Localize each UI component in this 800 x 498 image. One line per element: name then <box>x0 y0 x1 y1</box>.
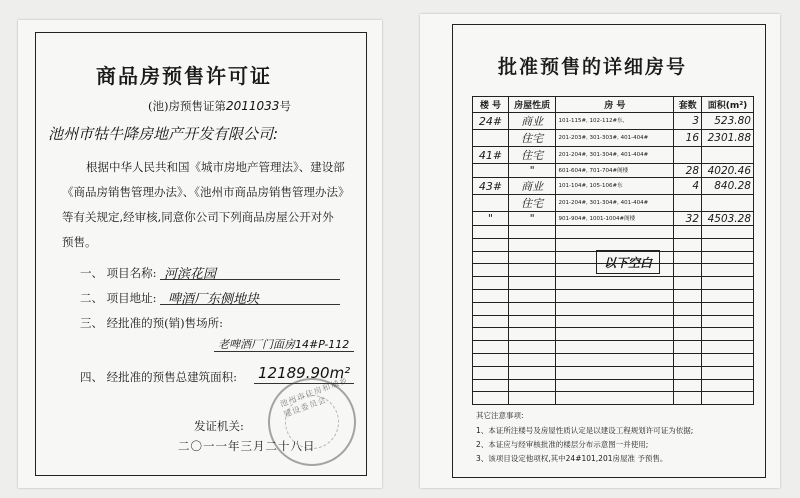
empty-cell <box>473 328 509 341</box>
issuer-label: 发证机关: <box>194 419 244 433</box>
rooms-cell: 901-904#, 1001-1004#阁楼 <box>556 212 674 226</box>
rooms-cell: 101-104#, 105-106#东 <box>556 178 674 195</box>
empty-cell <box>702 392 754 405</box>
empty-cell <box>508 341 556 354</box>
empty-cell <box>674 238 702 251</box>
empty-cell <box>508 238 556 251</box>
area-cell <box>702 195 754 212</box>
permit-number-line <box>148 98 291 114</box>
rooms-cell: 601-604#, 701-704#阁楼 <box>556 164 674 178</box>
permit-number: 2011033 <box>225 99 280 113</box>
count-cell: 28 <box>674 164 702 178</box>
table-row <box>473 164 754 178</box>
empty-table-row <box>473 392 754 405</box>
empty-cell <box>674 366 702 379</box>
empty-cell <box>674 315 702 328</box>
nature-cell: 住宅 <box>508 130 556 147</box>
permit-number-suffix: 号 <box>279 99 291 113</box>
empty-cell <box>674 302 702 315</box>
item-3-value: 老啤酒厂门面房14#P-112 <box>218 338 350 351</box>
empty-cell <box>508 392 556 405</box>
item-2-label: 二、 项目地址: <box>80 291 157 305</box>
empty-cell <box>702 315 754 328</box>
empty-cell <box>508 366 556 379</box>
empty-cell <box>508 302 556 315</box>
empty-cell <box>702 251 754 264</box>
rooms-cell: 101-115#, 102-112#东, <box>556 113 674 130</box>
empty-cell <box>473 341 509 354</box>
empty-cell <box>702 289 754 302</box>
empty-cell <box>556 328 674 341</box>
empty-table-row <box>473 277 754 290</box>
empty-cell <box>674 277 702 290</box>
count-cell <box>674 195 702 212</box>
empty-cell <box>674 353 702 366</box>
presale-permit-page <box>18 20 382 488</box>
empty-cell <box>508 251 556 264</box>
empty-cell <box>508 353 556 366</box>
empty-cell <box>508 277 556 290</box>
empty-cell <box>473 366 509 379</box>
empty-cell <box>473 277 509 290</box>
empty-cell <box>508 226 556 239</box>
header-area: 面积(m²) <box>702 97 754 113</box>
empty-table-row <box>473 341 754 354</box>
empty-cell <box>556 392 674 405</box>
empty-cell <box>473 379 509 392</box>
empty-cell <box>702 353 754 366</box>
detail-room-page <box>420 14 780 488</box>
empty-cell <box>674 264 702 277</box>
building-cell <box>473 195 509 212</box>
empty-cell <box>674 379 702 392</box>
empty-table-row <box>473 353 754 366</box>
empty-cell <box>556 226 674 239</box>
header-nature: 房屋性质 <box>508 97 556 113</box>
empty-cell <box>702 226 754 239</box>
table-header-row <box>473 97 754 113</box>
empty-cell <box>473 251 509 264</box>
body-line-1: 根据中华人民共和国《城市房地产管理法》、建设部 <box>86 160 345 174</box>
count-cell <box>674 147 702 164</box>
table-row <box>473 130 754 147</box>
empty-cell <box>473 302 509 315</box>
empty-cell <box>508 315 556 328</box>
issue-date: 二〇一一年三月二十八日 <box>178 439 316 453</box>
empty-cell <box>702 366 754 379</box>
table-row <box>473 113 754 130</box>
area-cell: 840.28 <box>702 178 754 195</box>
empty-cell <box>508 379 556 392</box>
nature-cell: 商业 <box>508 113 556 130</box>
item-1-value: 河滨花园 <box>164 267 217 282</box>
nature-cell: 商业 <box>508 178 556 195</box>
empty-table-row <box>473 226 754 239</box>
body-line-4: 预售。 <box>62 235 97 249</box>
header-rooms: 房 号 <box>556 97 674 113</box>
item-3-label: 三、 经批准的预(销)售场所: <box>80 316 224 330</box>
empty-cell <box>556 289 674 302</box>
empty-cell <box>473 315 509 328</box>
empty-cell <box>556 315 674 328</box>
empty-cell <box>702 328 754 341</box>
table-row <box>473 147 754 164</box>
nature-cell: 住宅 <box>508 147 556 164</box>
empty-cell <box>473 226 509 239</box>
empty-table-row <box>473 289 754 302</box>
seal-text: 池州市住房和城乡建设委员会 <box>278 375 350 420</box>
empty-cell <box>508 289 556 302</box>
building-cell: 41# <box>473 147 509 164</box>
empty-table-row <box>473 379 754 392</box>
building-cell <box>473 130 509 147</box>
note-2: 2、本证应与经审核批准的楼层分布示意图一并使用; <box>476 440 649 449</box>
area-cell: 4020.46 <box>702 164 754 178</box>
empty-table-row <box>473 315 754 328</box>
empty-cell <box>702 264 754 277</box>
table-row <box>473 178 754 195</box>
note-3: 3、该项目设定他项权,其中24#101,201房屋准 予预售。 <box>476 454 668 463</box>
item-4-value: 12189.90m² <box>258 364 351 382</box>
empty-cell <box>674 226 702 239</box>
building-cell: 43# <box>473 178 509 195</box>
nature-cell: " <box>508 164 556 178</box>
area-cell: 4503.28 <box>702 212 754 226</box>
empty-cell <box>674 251 702 264</box>
body-line-2: 《商品房销售管理办法》、《池州市商品房销售管理办法》 <box>62 185 350 199</box>
empty-cell <box>473 353 509 366</box>
count-cell: 3 <box>674 113 702 130</box>
empty-cell <box>508 328 556 341</box>
area-cell: 523.80 <box>702 113 754 130</box>
empty-cell <box>702 302 754 315</box>
table-row <box>473 195 754 212</box>
note-1: 1、本证所注楼号及房屋性质认定是以建设工程规划许可证为依据; <box>476 426 694 435</box>
detail-title: 批准预售的详细房号 <box>498 56 688 78</box>
area-cell <box>702 147 754 164</box>
company-name: 池州市牯牛降房地产开发有限公司: <box>48 125 279 143</box>
empty-cell <box>702 238 754 251</box>
empty-cell <box>556 366 674 379</box>
empty-cell <box>674 289 702 302</box>
empty-cell <box>702 277 754 290</box>
item-1-label: 一、 项目名称: <box>80 266 157 280</box>
count-cell: 32 <box>674 212 702 226</box>
building-cell <box>473 164 509 178</box>
item-4-label: 四、 经批准的预售总建筑面积: <box>80 370 238 384</box>
empty-cell <box>556 341 674 354</box>
rooms-cell: 201-203#, 301-303#, 401-404# <box>556 130 674 147</box>
table-row <box>473 212 754 226</box>
building-cell: 24# <box>473 113 509 130</box>
item-2-value: 啤酒厂东侧地块 <box>168 292 260 307</box>
empty-cell <box>508 264 556 277</box>
body-line-3: 等有关规定,经审核,同意你公司下列商品房屋公开对外 <box>62 210 334 224</box>
count-cell: 16 <box>674 130 702 147</box>
empty-cell <box>473 264 509 277</box>
permit-title: 商品房预售许可证 <box>96 64 272 88</box>
nature-cell: 住宅 <box>508 195 556 212</box>
notes-title: 其它注意事项: <box>476 411 524 420</box>
header-count: 套数 <box>674 97 702 113</box>
empty-cell <box>556 353 674 366</box>
empty-cell <box>702 379 754 392</box>
empty-table-row <box>473 302 754 315</box>
empty-cell <box>674 328 702 341</box>
rooms-cell: 201-204#, 301-304#, 401-404# <box>556 195 674 212</box>
building-cell: " <box>473 212 509 226</box>
header-building: 楼 号 <box>473 97 509 113</box>
empty-table-row <box>473 328 754 341</box>
empty-cell <box>473 289 509 302</box>
empty-cell <box>702 341 754 354</box>
count-cell: 4 <box>674 178 702 195</box>
empty-cell <box>556 277 674 290</box>
empty-cell <box>556 302 674 315</box>
area-cell: 2301.88 <box>702 130 754 147</box>
rooms-cell: 201-204#, 301-304#, 401-404# <box>556 147 674 164</box>
empty-cell <box>473 392 509 405</box>
empty-table-row <box>473 366 754 379</box>
empty-cell <box>674 341 702 354</box>
blank-below-stamp: 以下空白 <box>596 250 660 274</box>
nature-cell: " <box>508 212 556 226</box>
empty-cell <box>674 392 702 405</box>
empty-cell <box>473 238 509 251</box>
permit-number-prefix: (池)房预售证第 <box>148 99 226 113</box>
empty-cell <box>556 379 674 392</box>
